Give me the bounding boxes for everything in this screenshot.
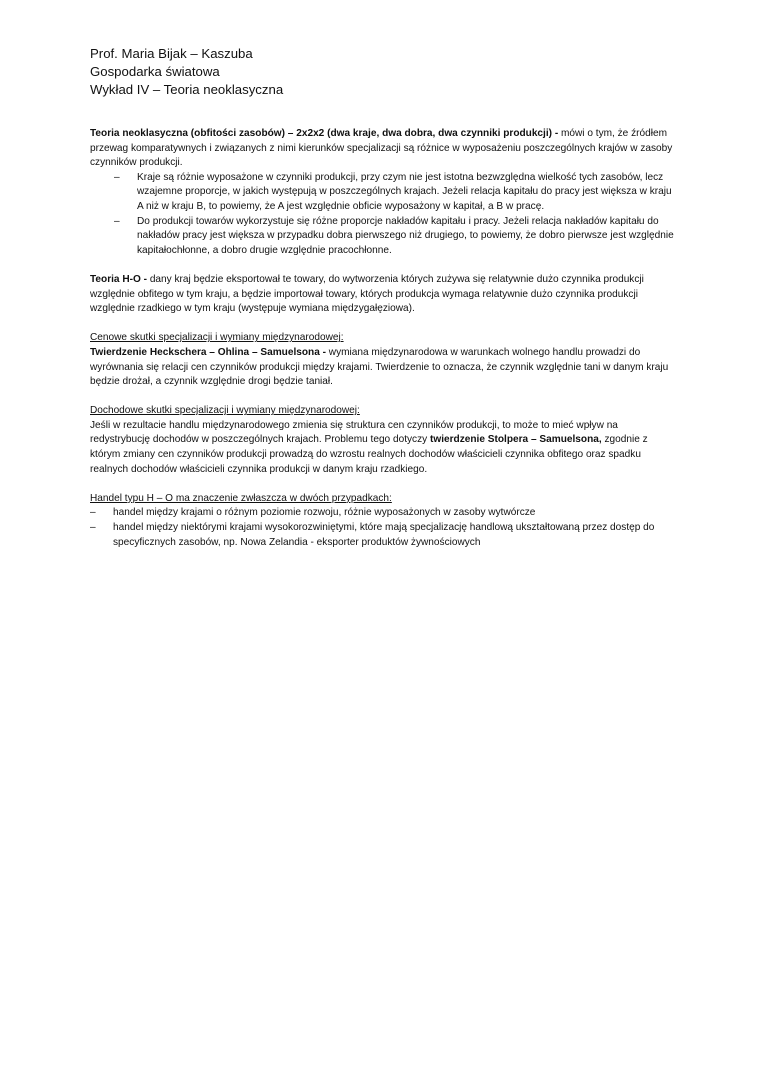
stolper-samuelson-term: twierdzenie Stolpera – Samuelsona, xyxy=(430,434,602,446)
dash-bullet: – xyxy=(90,522,96,534)
dash-bullet: – xyxy=(90,507,96,519)
list-item xyxy=(90,215,680,259)
income-effects-heading: Dochodowe skutki specjalizacji i wymiany międzynarodowej: xyxy=(90,405,360,417)
list-item xyxy=(90,521,680,550)
hos-theorem-term: Twierdzenie Heckschera – Ohlina – Samuelsona - xyxy=(90,346,326,358)
trade-type-list xyxy=(90,506,680,550)
hos-theorem-text: wymiana międzynarodowa w warunkach wolnego handlu prowadzi do wyrównania się relacji cen czynników produkcji między krajami. Twierdzenie to oznacza, że czynnik względnie tani w danym kraju będzie drożał, a czynnik względnie drogi będzie taniał. xyxy=(90,346,669,388)
document-header xyxy=(90,45,283,99)
ho-theory-paragraph xyxy=(90,273,680,317)
list-item xyxy=(90,506,680,521)
neoclassical-theory-term: Teoria neoklasyczna (obfitości zasobów) – 2x2x2 (dwa kraje, dwa dobra, dwa czynniki produkcji) - xyxy=(90,128,559,139)
stolper-samuelson-paragraph xyxy=(90,419,680,477)
document-body xyxy=(90,127,680,550)
list-item-text: Kraje są różnie wyposażone w czynniki produkcji, przy czym nie jest istotna bezwzględna wielkość tych zasobów, lecz wzajemne proporcje, w jakich występują w poszczególnych krajach. Jeżeli relacja kapitału do pracy jest większa w kraju A niż w kraju B, to powiemy, że A jest względnie obficie wyposażony w kapitał, a B w pracę. xyxy=(137,171,672,212)
neoclassical-assumptions-list xyxy=(90,171,680,259)
ho-theory-term: Teoria H-O - xyxy=(90,273,148,285)
list-item-text: handel między krajami o różnym poziomie rozwoju, różnie wyposażonych w zasoby wytwórcze xyxy=(113,507,536,519)
list-item-text: handel między niektórymi krajami wysokorozwiniętymi, które mają specjalizację handlową ukształtowaną przez dostęp do specyficznych zasobów, np. Nowa Zelandia - eksporter produktów żywnościowych xyxy=(113,522,655,548)
neoclassical-theory-text: mówi o tym, że źródłem przewag komparatywnych i związanych z nimi kierunków specjalizacji są różnice w wyposażeniu poszczególnych krajów w zasoby czynników produkcji. xyxy=(90,128,673,169)
dash-bullet: – xyxy=(114,215,120,227)
price-effects-heading: Cenowe skutki specjalizacji i wymiany międzynarodowej: xyxy=(90,332,344,344)
trade-type-heading: Handel typu H – O ma znaczenie zwłaszcza w dwóch przypadkach: xyxy=(90,492,392,504)
ho-theory-text: dany kraj będzie eksportował te towary, do wytworzenia których zużywa się relatywnie dużo czynnika produkcji względnie obfitego w tym kraju, a będzie importował towary, których produkcja wymaga relatywnie dużo czynnika produkcji względnie rzadkiego w tym kraju (występuje wymiana międzygałęziowa). xyxy=(90,273,644,315)
author-name: Prof. Maria Bijak – Kaszuba xyxy=(90,46,253,61)
list-item xyxy=(90,171,680,215)
course-title: Gospodarka światowa xyxy=(90,64,220,79)
dash-bullet: – xyxy=(114,171,120,183)
hos-theorem-paragraph xyxy=(90,346,680,390)
list-item-text: Do produkcji towarów wykorzystuje się różne proporcje nakładów kapitału i pracy. Jeżeli relacja nakładów kapitału do nakładów pracy jest większa w przypadku dobra pierwszego niż drugiego, to powiemy, że dobro pierwsze jest względnie kapitałochłonne, a dobro drugie względnie pracochłonne. xyxy=(137,215,674,256)
income-effects-text-before: Jeśli w rezultacie handlu międzynarodowego zmienia się struktura cen czynników produkcji, to może to mieć wpływ na redystrybucję dochodów w poszczególnych krajach. Problemu tego dotyczy xyxy=(90,419,618,446)
income-effects-text-after: zgodnie z którym zmiany cen czynników produkcji prowadzą do wzrostu realnych dochodów właścicieli czynnika obfitego oraz spadku realnych dochodów właścicieli czynnika produkcji w danym kraju rzadkiego. xyxy=(90,434,648,475)
neoclassical-theory-paragraph xyxy=(90,127,680,171)
lecture-title: Wykład IV – Teoria neoklasyczna xyxy=(90,82,284,97)
